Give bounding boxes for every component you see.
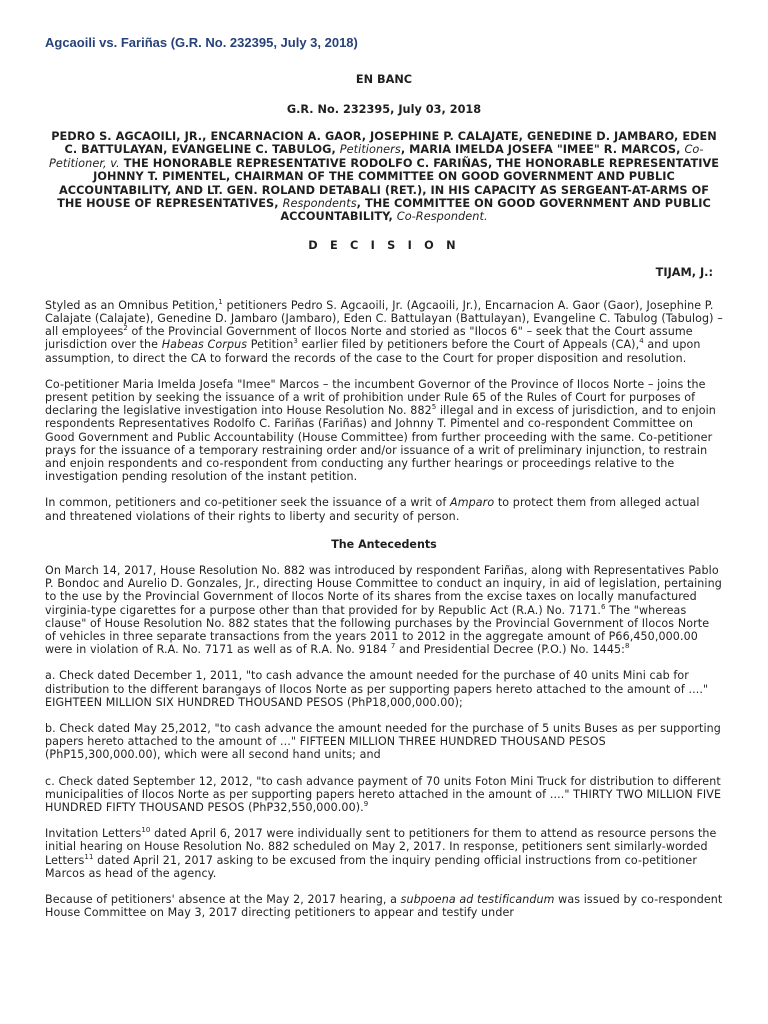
case-number-date: G.R. No. 232395, July 03, 2018 xyxy=(286,103,482,116)
text: Petition xyxy=(247,338,294,352)
footnote-ref[interactable]: 6 xyxy=(601,602,606,611)
footnote-ref[interactable]: 2 xyxy=(123,324,128,333)
text: Co-petitioner Maria Imelda Josefa "Imee" Marcos – the incumbent Governor of the Province of Ilocos Norte – joins the present petition by seeking the issuance of a writ of prohibition under Rule 65 of the Rules of Court for purposes of declaring the legislative investigation into House Resolution No. 882 xyxy=(45,377,706,418)
text: On March 14, 2017, House Resolution No. 882 was introduced by respondent Fariñas, along with Representatives Pablo P. Bondoc and Aurelio D. Gonzales, Jr., directing House Committee to conduct an inquiry, in aid of legislation, pertaining to the use by the Provincial Government of Ilocos Norte of its shares from the excise taxes on locally manufactured virginia-type cigarettes for a purpose other than that provided for by Republic Act (R.A.) No. 7171. xyxy=(45,563,722,617)
footnote-ref[interactable]: 1 xyxy=(218,297,223,306)
paragraph xyxy=(45,378,723,484)
paragraph xyxy=(45,299,723,365)
footnote-ref[interactable]: 8 xyxy=(625,642,630,651)
text: c. Check dated September 12, 2012, "to cash advance payment of 70 units Foton Mini Truck for distribution to different municipalities of Ilocos Norte as per supporting papers hereto attached in the amount of ...." THIRTY TWO MILLION FIVE HUNDRED FIFTY THOUSAND PESOS (PhP32,550,000.00). xyxy=(45,774,722,814)
parties-text: , MARIA IMELDA JOSEFA "IMEE" R. MARCOS, xyxy=(400,143,685,157)
text: The "whereas clause" of House Resolution No. 882 states that the following purchases by the Provincial Government of Ilocos Norte of vehicles in three separate transactions from the years 2011 to 2012 in the aggregate amount of P66,450,000.00 were in violation of R.A. No. 7171 as well as of R.A. No. 9184 xyxy=(45,603,710,657)
text: In common, petitioners and co-petitioner seek the issuance of a writ of xyxy=(45,496,451,510)
parties-role: Respondents xyxy=(282,197,357,211)
text: and Presidential Decree (P.O.) No. 1445: xyxy=(395,643,625,657)
text: to protect them from alleged actual and threatened violations of their rights to liberty and security of person. xyxy=(45,496,700,523)
list-item: b. Check dated May 25,2012, "to cash advance the amount needed for the purchase of 5 units Buses as per supporting papers hereto attached to the amount of ..." FIFTEEN MILLION THREE HUNDRED THOUSAND PESOS (PhP15,300,000.00), which were all second hand units; and xyxy=(45,721,721,762)
text: of the Provincial Government of Ilocos Norte and storied as "Ilocos 6" – seek that the Court assume jurisdiction over the xyxy=(45,325,693,352)
case-parties xyxy=(45,130,723,224)
paragraph xyxy=(45,827,723,880)
court-division: EN BANC xyxy=(355,73,413,86)
text: dated April 21, 2017 asking to be excused from the inquiry pending official instructions from co-petitioner Marcos as head of the agency. xyxy=(45,853,698,880)
parties-text: PEDRO S. AGCAOILI, JR., ENCARNACION A. GAOR, JOSEPHINE P. CALAJATE, GENEDINE D. JAMBARO, EDEN C. BATTULAYAN, EVANGELINE C. TABULOG, xyxy=(51,130,717,157)
list-item xyxy=(45,775,723,815)
footnote-ref[interactable]: 9 xyxy=(363,799,369,808)
text: Styled as an Omnibus Petition, xyxy=(45,298,219,312)
text: was issued by co-respondent House Committee on May 3, 2017 directing petitioners to appear and testify under xyxy=(45,892,723,920)
italic-text: Amparo xyxy=(450,496,495,510)
paragraph xyxy=(45,496,723,522)
decision-heading: D E C I S I O N xyxy=(308,238,460,252)
document-title: Agcaoili vs. Fariñas (G.R. No. 232395, July 3, 2018) xyxy=(45,35,358,50)
text: earlier filed by petitioners before the Court of Appeals (CA), xyxy=(297,338,640,352)
parties-text: , THE COMMITTEE ON GOOD GOVERNMENT AND PUBLIC ACCOUNTABILITY, xyxy=(280,197,711,224)
list-item: a. Check dated December 1, 2011, "to cash advance the amount needed for the purchase of 40 units Mini cab for distribution to the different barangays of Ilocos Norte as per supporting papers hereto attached to the amount of ...." EIGHTEEN MILLION SIX HUNDRED THOUSAND PESOS (PhP18,000,000.00); xyxy=(45,669,709,709)
parties-role: Petitioners xyxy=(339,143,401,157)
paragraph xyxy=(45,893,723,919)
footnote-ref[interactable]: 11 xyxy=(84,852,94,861)
footnote-ref[interactable]: 3 xyxy=(293,337,298,346)
text: petitioners Pedro S. Agcaoili, Jr. (Agcaoili, Jr.), Encarnacion A. Gaor (Gaor), Josephine P. Calajate (Calajate), Genedine D. Jambaro (Jambaro), Eden C. Battulayan (Battulayan), Evangeline C. Tabulog (Tabulog) – all employees xyxy=(45,298,723,339)
parties-text: THE HONORABLE REPRESENTATIVE RODOLFO C. FARIÑAS, THE HONORABLE REPRESENTATIVE JOHNNY T. PIMENTEL, CHAIRMAN OF THE COMMITTEE ON GOOD GOVERNMENT AND PUBLIC ACCOUNTABILITY, AND LT. GEN. ROLAND DETABALI (RET.), IN HIS CAPACITY AS SERGEANT-AT-ARMS OF THE HOUSE OF REPRESENTATIVES, xyxy=(57,156,720,211)
text: Because of petitioners' absence at the May 2, 2017 hearing, a xyxy=(45,892,401,906)
italic-text: Habeas Corpus xyxy=(161,338,248,352)
text: Invitation Letters xyxy=(45,827,142,841)
paragraph xyxy=(45,564,723,656)
text: illegal and in excess of jurisdiction, and to enjoin respondents Representatives Rodolfo C. Fariñas (Fariñas) and Johnny T. Pimentel and co-respondent Committee on Good Government and Public Accountability (House Committee) from further proceeding with the same. Co-petitioner prays for the issuance of a temporary restraining order and/or issuance of a writ of preliminary injunction, to restrain and enjoin respondents and co-respondent from conducting any further hearings or proceedings relative to the investigation pending resolution of the instant petition. xyxy=(45,404,716,484)
text: dated April 6, 2017 were individually sent to petitioners for them to attend as resource persons the initial hearing on House Resolution No. 882 scheduled on May 2, 2017. In response, petitioners sent similarly-worded Letters xyxy=(45,827,717,867)
section-heading: The Antecedents xyxy=(331,537,437,551)
footnote-ref[interactable]: 7 xyxy=(390,642,396,651)
italic-text: subpoena ad testificandum xyxy=(400,892,555,906)
footnote-ref[interactable]: 4 xyxy=(639,337,644,346)
parties-role: Co-Petitioner, v. xyxy=(48,143,704,170)
footnote-ref[interactable]: 5 xyxy=(431,403,437,412)
footnote-ref[interactable]: 10 xyxy=(141,826,151,835)
ponente: TIJAM, J.: xyxy=(655,265,713,279)
text: and upon assumption, to direct the CA to forward the records of the case to the Court for proper disposition and resolution. xyxy=(45,338,701,365)
parties-role: Co-Respondent. xyxy=(396,210,488,224)
